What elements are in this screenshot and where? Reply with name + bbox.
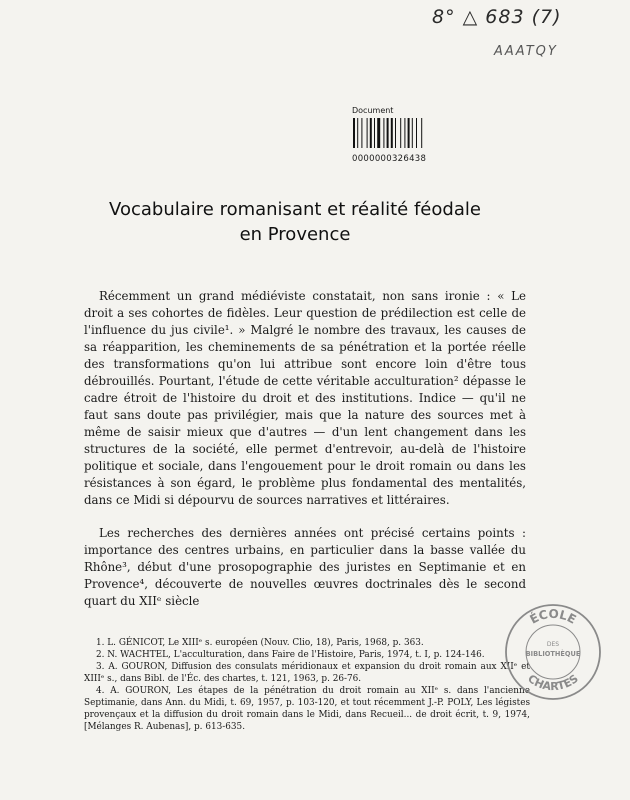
barcode-bars [352,118,438,148]
barcode-bar [400,118,401,148]
barcode-bar [387,118,389,148]
barcode-title: Document [352,106,394,115]
footnotes [84,637,530,733]
barcode-bar [412,118,413,148]
body-paragraph-1: Récemment un grand médiéviste constatait, non sans ironie : « Le droit a ses cohortes de fidèles. Leur question de prédilection est celle de l'influence du jus civile¹. » Malgré le nombre des travaux, les causes de sa réapparition, les cheminements de sa pénétration et la portée réelle des transformations qu'on lui attribue sont encore loin d'être tous débrouillés. Pourtant, l'étude de cette véritable acculturation² dépasse le cadre étroit de l'histoire du droit et des institutions. Indice — qu'il ne faut sans doute pas privilégier, mais que la nature des sources met à même de saisir mieux que d'autres — d'un lent changement dans les structures de la société, elle permet d'entrevoir, au-delà de l'histoire politique et sociale, dans l'engouement pour le droit romain ou dans les résistances à son égard, le problème plus fondamental des mentalités, dans ce Midi si dépourvu de sources narratives et littéraires. [84,289,526,507]
handwritten-code: AAATQY [494,44,558,59]
stamp-top-text: ÉCOLE [527,606,579,627]
stamp-bottom-text: CHARTES [525,672,581,694]
barcode-bar [421,118,422,148]
footnote: 3. A. GOURON, Diffusion des consulats méridionaux et expansion du droit romain aux XIIᵉ et XIIIᵉ s., dans Bibl. de l'Éc. des chartes, t. 121, 1963, p. 26-76. [84,662,530,684]
barcode-bar [370,118,372,148]
barcode-bar [395,118,396,148]
article-title [70,197,520,247]
library-stamp [503,602,603,702]
footnote: 4. A. GOURON, Les étapes de la pénétration du droit romain au XIIᵉ s. dans l'ancienne Septimanie, dans Ann. du Midi, t. 69, 1957, p. 103-120, et tout récemment J.-P. POLY, Les légistes provençaux et la diffusion du droit romain dans le Midi, dans Recueil... de droit écrit, t. 9, 1974, [Mélanges R. Aubenas], p. 613-635. [84,686,530,732]
barcode-bar [383,118,384,148]
barcode-bar [391,118,393,148]
handwritten-shelfmark: 8° △ 683 (7) [432,6,562,28]
barcode-bar [408,118,410,148]
barcode-bar [367,118,368,148]
barcode-bar [374,118,375,148]
footnote: 1. L. GÉNICOT, Le XIIIᵉ s. européen (Nouv. Clio, 18), Paris, 1968, p. 363. [96,638,424,648]
barcode-bar [353,118,355,148]
barcode-bar [404,118,405,148]
stamp-middle-text: BIBLIOTHÈQUE [525,650,581,658]
barcode-bar [361,118,362,148]
barcode-bar [416,118,417,148]
title-line-2: en Provence [239,224,351,245]
barcode-label [352,106,438,164]
stamp-des-text: DES [546,641,560,648]
barcode-bar [377,118,380,148]
barcode-bar [357,118,358,148]
title-line-1: Vocabulaire romanisant et réalité féodale [109,199,481,220]
footnote: 2. N. WACHTEL, L'acculturation, dans Faire de l'Histoire, Paris, 1974, t. I, p. 124-146. [96,650,485,660]
body-paragraph-2: Les recherches des dernières années ont précisé certains points : importance des centres urbains, en particulier dans la basse vallée du Rhône³, début d'une prosopographie des juristes en Septimanie et en Provence⁴, découverte de nouvelles œuvres doctrinales dès le second quart du XIIᵉ siècle [84,526,526,608]
barcode-number: 0000000326438 [352,154,427,164]
